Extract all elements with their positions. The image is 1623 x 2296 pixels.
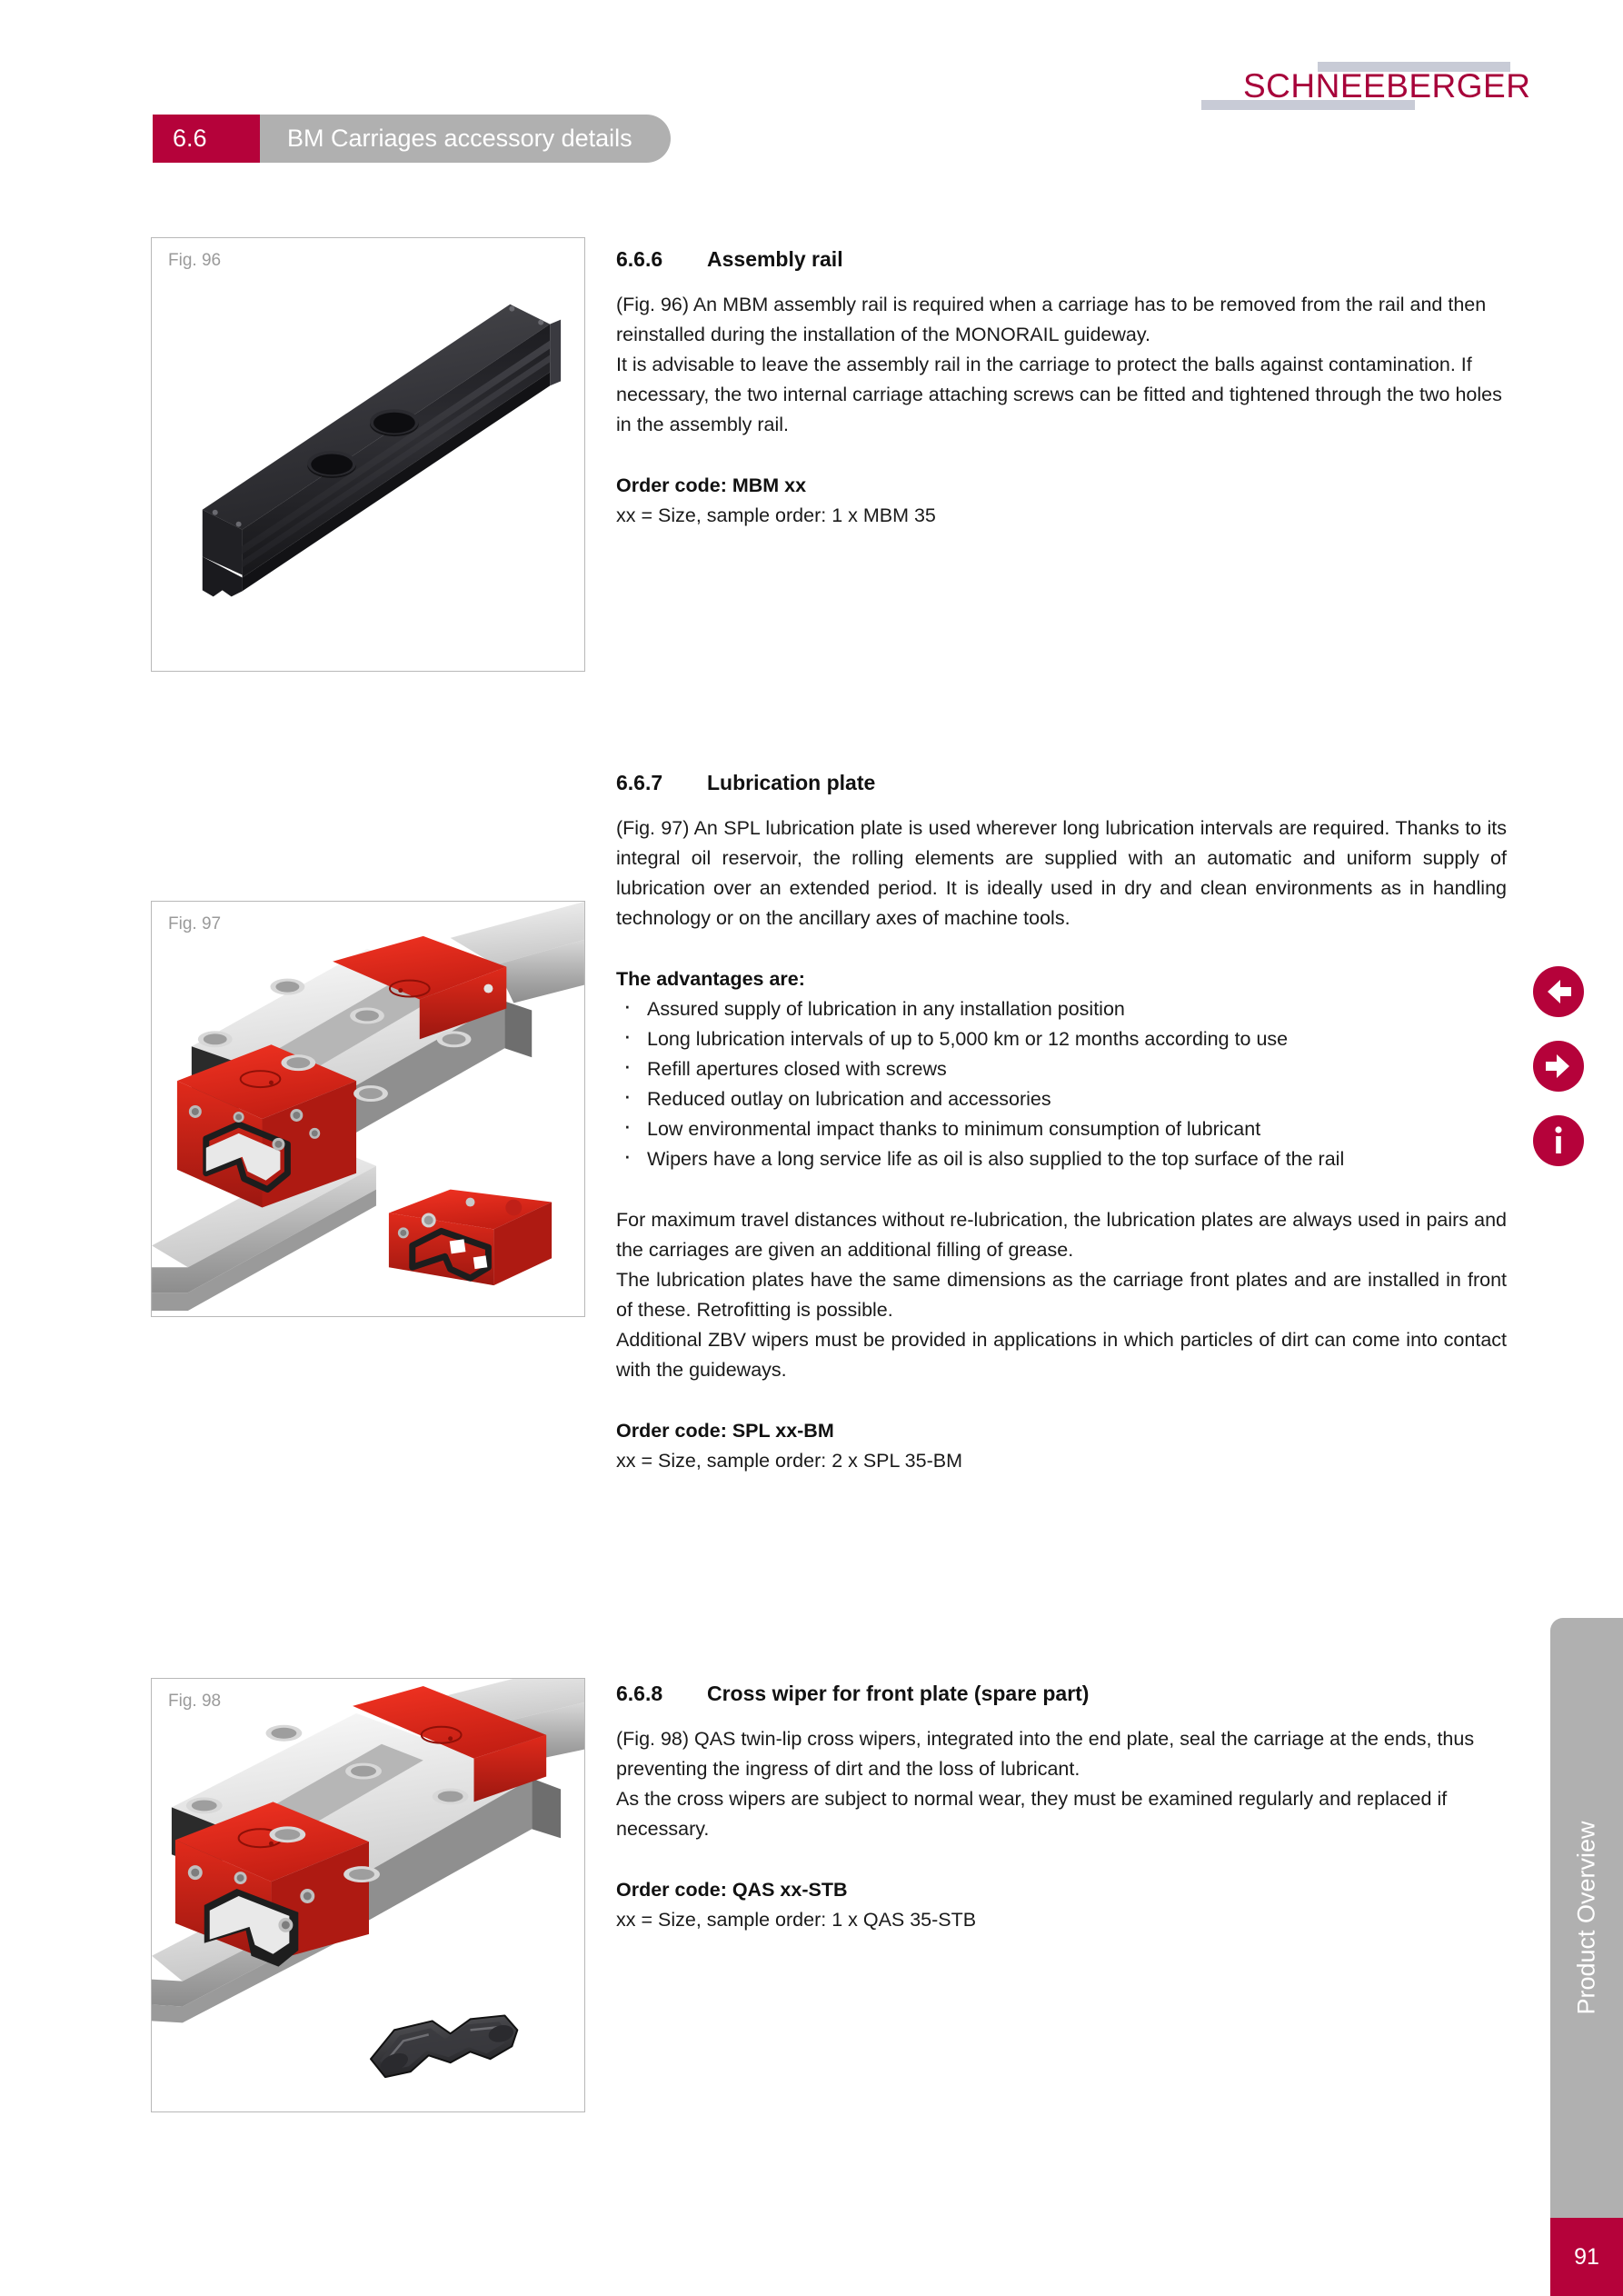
back-arrow-icon[interactable] xyxy=(1533,966,1584,1017)
section-header-bar xyxy=(153,115,671,163)
assembly-rail-illustration xyxy=(152,238,584,671)
section-lubrication-plate xyxy=(616,771,1507,1476)
figure-97-label: Fig. 97 xyxy=(168,914,222,933)
section-667-paragraph-1: For maximum travel distances without re-lubrication, the lubrication plates are always used in pairs and the carriages are given an additional filling of grease. xyxy=(616,1209,1507,1261)
navigation-icon-group xyxy=(1533,966,1588,1190)
section-667-order-sample: xx = Size, sample order: 2 x SPL 35-BM xyxy=(616,1450,962,1472)
list-item: · Wipers have a long service life as oil is also supplied to the top surface of the rail xyxy=(616,1144,1507,1174)
section-668-order-code: Order code: QAS xx-STB xyxy=(616,1879,848,1901)
section-666-paragraph-1: (Fig. 96) An MBM assembly rail is required when a carriage has to be removed from the rail and then reinstalled during the installation of the MONORAIL guideway. xyxy=(616,294,1487,345)
list-item: · Assured supply of lubrication in any installation position xyxy=(616,994,1507,1024)
section-666-paragraph-2: It is advisable to leave the assembly rail in the carriage to protect the balls against contamination. If necessary, the two internal carriage attaching screws can be fitted and tightened through the two holes in the assembly rail. xyxy=(616,354,1502,435)
cross-wiper-illustration xyxy=(152,1679,584,2111)
section-667-title: Lubrication plate xyxy=(707,771,876,794)
spacer xyxy=(616,1844,1507,1875)
figure-96 xyxy=(151,237,585,672)
side-tab-product-overview[interactable] xyxy=(1550,1618,1623,2218)
section-667-heading xyxy=(616,771,1507,795)
forward-arrow-icon[interactable] xyxy=(1533,1041,1584,1092)
figure-98 xyxy=(151,1678,585,2112)
section-number-badge: 6.6 xyxy=(153,115,260,163)
section-666-heading xyxy=(616,247,1507,272)
spacer xyxy=(616,1385,1507,1416)
list-item: · Low environmental impact thanks to minimum consumption of lubricant xyxy=(616,1114,1507,1144)
figure-98-label: Fig. 98 xyxy=(168,1692,222,1711)
page-number-block xyxy=(1550,2218,1623,2296)
section-666-number: 6.6.6 xyxy=(616,247,663,271)
section-666-order-sample: xx = Size, sample order: 1 x MBM 35 xyxy=(616,504,936,526)
section-667-intro: (Fig. 97) An SPL lubrication plate is used wherever long lubrication intervals are required. Thanks to its integral oil reservoir, the rolling elements are supplied with an automatic and uniform supply of lubrication over an extended period. It is ideally used in dry and clean environments as in handling technology or on the ancillary axes of machine tools. xyxy=(616,817,1507,929)
section-title-banner: BM Carriages accessory details xyxy=(260,115,671,163)
section-667-paragraph-3: Additional ZBV wipers must be provided in applications in which particles of dirt can come into contact with the guideways. xyxy=(616,1329,1507,1381)
spacer xyxy=(616,440,1507,471)
section-668-number: 6.6.8 xyxy=(616,1682,663,1705)
section-667-order-code: Order code: SPL xx-BM xyxy=(616,1420,834,1442)
section-cross-wiper xyxy=(616,1682,1507,1935)
list-item: · Long lubrication intervals of up to 5,000 km or 12 months according to use xyxy=(616,1024,1507,1054)
section-666-order-code: Order code: MBM xx xyxy=(616,474,807,496)
list-item: · Refill apertures closed with screws xyxy=(616,1054,1507,1084)
spacer xyxy=(616,1174,1507,1205)
section-668-title: Cross wiper for front plate (spare part) xyxy=(707,1682,1090,1705)
lubrication-plate-illustration xyxy=(152,902,584,1316)
logo-wordmark: SCHNEEBERGER xyxy=(1243,67,1531,105)
section-assembly-rail xyxy=(616,247,1507,531)
section-667-paragraph-2: The lubrication plates have the same dimensions as the carriage front plates and are installed in front of these. Retrofitting is possible. xyxy=(616,1269,1507,1321)
spacer xyxy=(616,933,1507,964)
brand-logo xyxy=(1201,56,1531,113)
figure-97 xyxy=(151,901,585,1317)
side-tab-label: Product Overview xyxy=(1572,1821,1600,2015)
section-666-title: Assembly rail xyxy=(707,247,843,271)
page-number: 91 xyxy=(1574,2243,1599,2270)
list-item: · Reduced outlay on lubrication and accessories xyxy=(616,1084,1507,1114)
figure-96-label: Fig. 96 xyxy=(168,251,222,270)
section-668-heading xyxy=(616,1682,1507,1706)
section-668-paragraph-2: As the cross wipers are subject to normal wear, they must be examined regularly and replaced if necessary. xyxy=(616,1788,1448,1840)
section-667-number: 6.6.7 xyxy=(616,771,663,794)
info-icon[interactable] xyxy=(1533,1115,1584,1166)
section-668-paragraph-1: (Fig. 98) QAS twin-lip cross wipers, integrated into the end plate, seal the carriage at the ends, thus preventing the ingress of dirt and the loss of lubricant. xyxy=(616,1728,1475,1780)
advantages-list xyxy=(616,994,1507,1174)
section-668-order-sample: xx = Size, sample order: 1 x QAS 35-STB xyxy=(616,1909,977,1931)
advantages-title: The advantages are: xyxy=(616,968,805,990)
